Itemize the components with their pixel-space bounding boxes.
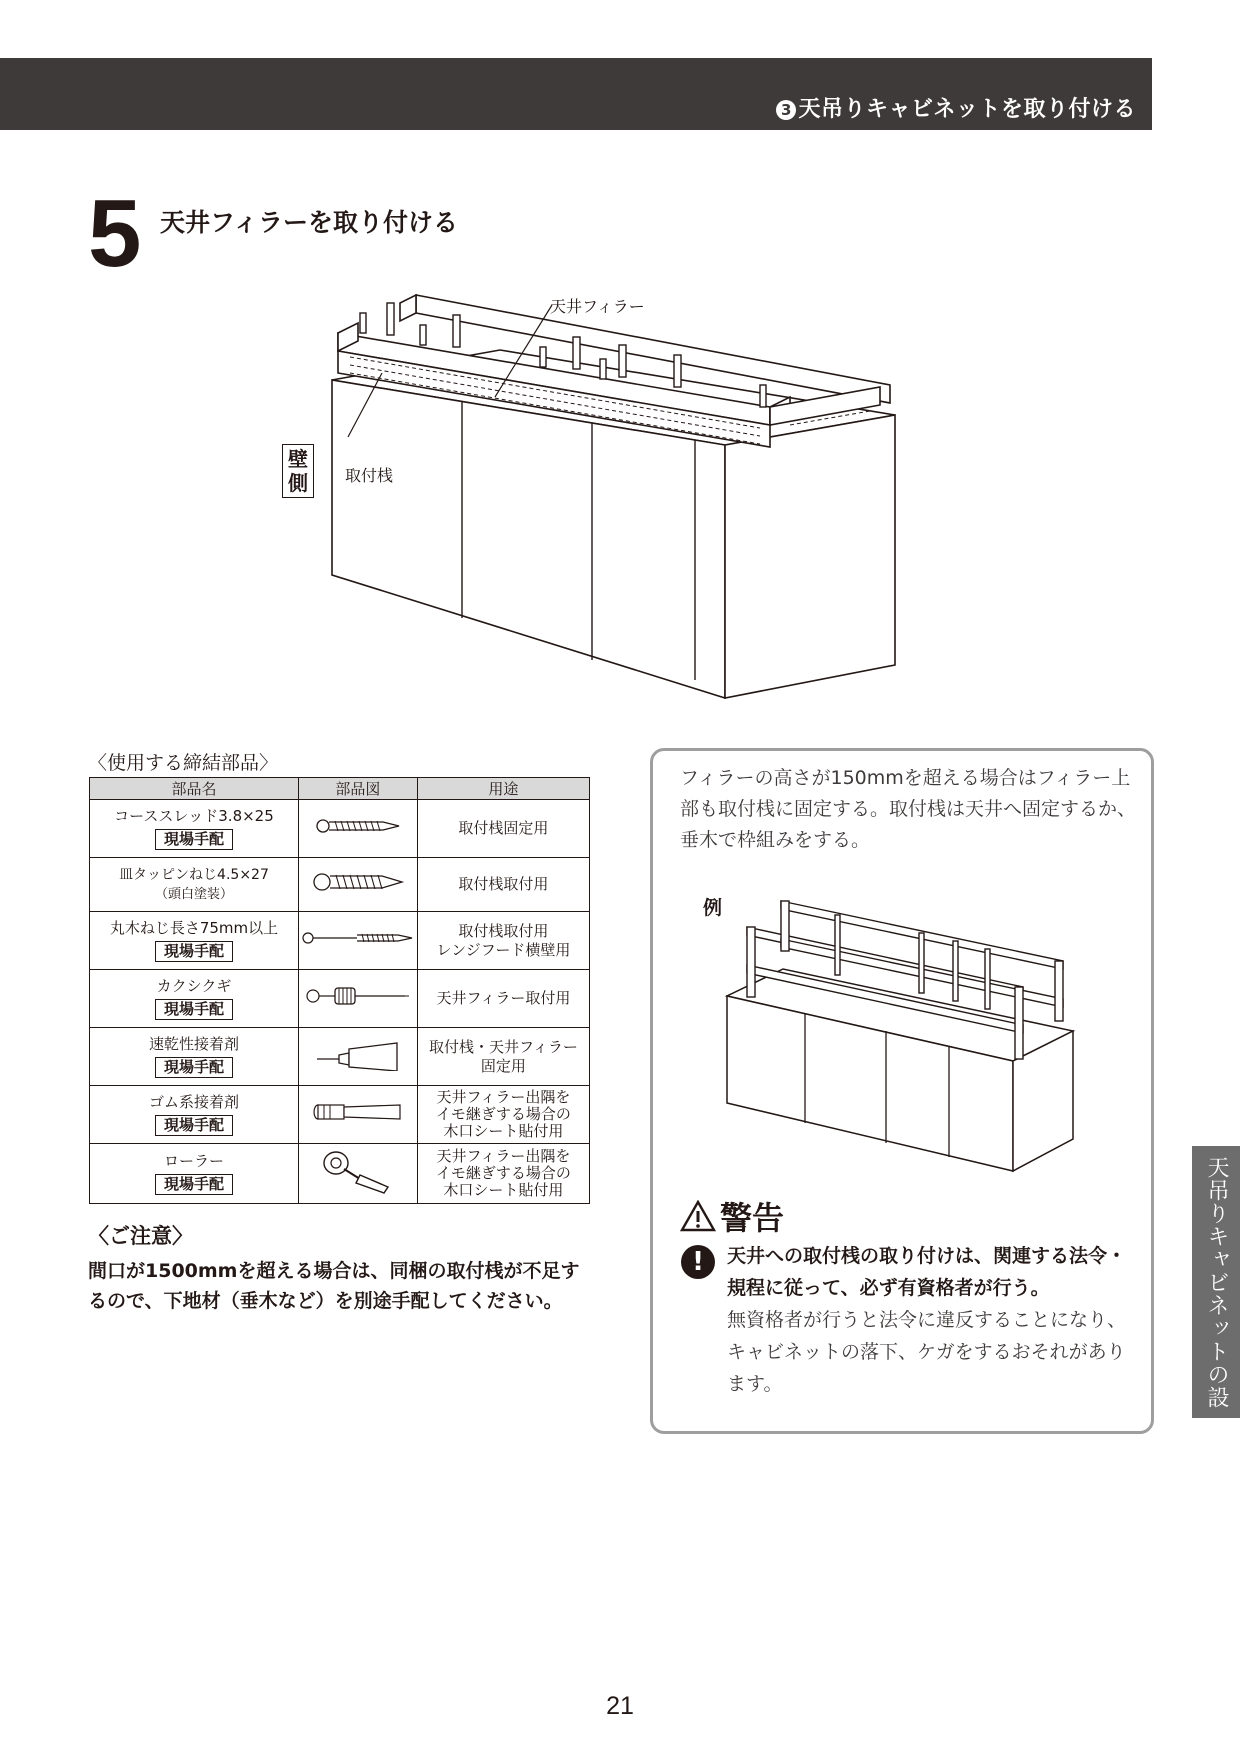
section-title: 3 天吊りキャビネットを取り付ける [776,92,1136,123]
step-number: 5 [88,180,142,287]
caution-body: 間口が1500mmを超える場合は、同梱の取付桟が不足するので、下地材（垂木など）を別途手配してください。 [88,1260,580,1312]
part-name: ゴム系接着剤 [148,1093,239,1111]
tapping-screw-icon [310,870,406,894]
example-label: 例 [703,897,723,919]
table-row [90,1086,590,1144]
site-badge: 現場手配 [155,829,233,850]
usage-cell: 取付桟取付用 レンジフード横壁用 [417,912,589,970]
label-ceiling-filler: 天井フィラー [550,297,645,316]
note-text: フィラーの高さが150mmを超える場合はフィラー上部も取付桟に固定する。取付桟は天井へ固定するか、垂木で枠組みをする。 [680,767,1137,851]
warning-body: 無資格者が行うと法令に違反することになり、キャビネットの落下、ケガをするおそれがあります。 [727,1309,1127,1395]
warning-triangle-icon [680,1200,716,1232]
step-title: 天井フィラーを取り付ける [160,208,459,237]
part-name: ローラー [163,1152,224,1170]
column-header: 用途 [417,778,589,800]
part-sub: （頭白塗装） [154,886,233,902]
table-row [90,1028,590,1086]
coarse-thread-screw-icon [313,816,403,836]
usage-cell: 天井フィラー出隅を イモ継ぎする場合の 木口シート貼付用 [417,1144,589,1204]
section-number: 3 [776,100,796,120]
table-row [90,800,590,858]
wall-side-tag: 壁側 [282,444,314,498]
parts-heading: 〈使用する締結部品〉 [88,752,279,774]
page-number: 21 [606,1692,634,1720]
usage-cell: 天井フィラー出隅を イモ継ぎする場合の 木口シート貼付用 [417,1086,589,1144]
column-header: 部品図 [298,778,417,800]
site-badge: 現場手配 [155,1057,233,1078]
wood-screw-icon [302,930,414,946]
part-name: カクシクギ [156,977,232,995]
rubber-adhesive-icon [310,1101,406,1123]
example-frame-diagram [723,891,1133,1191]
usage-cell: 取付桟取付用 [417,858,589,912]
site-badge: 現場手配 [155,999,233,1020]
usage-cell: 天井フィラー取付用 [417,970,589,1028]
side-tab: 天吊りキャビネットの設置 [1192,1146,1240,1418]
caution-title: 〈ご注意〉 [88,1224,193,1248]
site-badge: 現場手配 [155,1174,233,1195]
usage-cell: 取付桟・天井フィラー 固定用 [417,1028,589,1086]
main-cabinet-diagram [320,285,920,705]
warning-title: 警告 [680,1193,784,1239]
label-mounting-batten: 取付桟 [345,466,394,485]
usage-cell: 取付桟固定用 [417,800,589,858]
part-name: 速乾性接着剤 [148,1035,239,1053]
table-row [90,970,590,1028]
table-row [90,912,590,970]
header-bar [0,58,1152,130]
part-name: 皿タッピンねじ4.5×27 [119,866,269,883]
part-name: 丸木ねじ長さ75mm以上 [109,919,279,937]
column-header: 部品名 [90,778,299,800]
hidden-nail-icon [305,984,411,1008]
roller-icon [318,1147,398,1195]
adhesive-tube-icon [313,1037,403,1071]
note-box [650,748,1154,1434]
part-name: コーススレッド3.8×25 [114,807,274,825]
exclamation-icon: ! [681,1245,715,1279]
site-badge: 現場手配 [155,941,233,962]
parts-table [89,777,590,1204]
warning-head: 天井への取付桟の取り付けは、関連する法令・規程に従って、必ず有資格者が行う。 [727,1245,1127,1299]
site-badge: 現場手配 [155,1115,233,1136]
table-row [90,858,590,912]
table-row [90,1144,590,1204]
